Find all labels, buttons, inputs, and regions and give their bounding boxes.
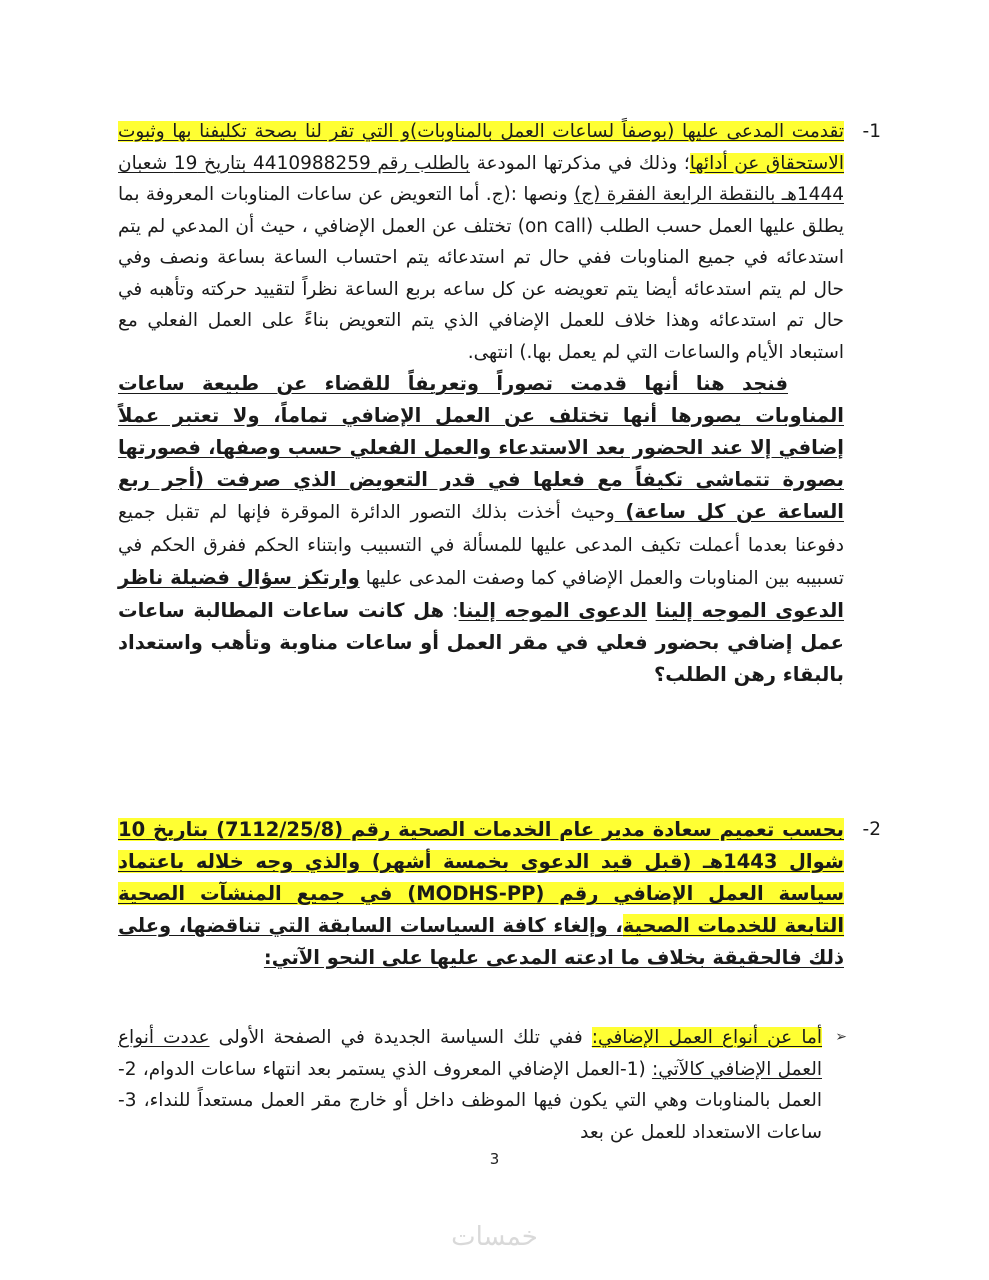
plain-text-1: ؛ وذلك في مذكرتها المودعة [469,152,690,174]
question-colon: : [444,599,459,622]
item-1 [118,116,844,691]
analysis-bold-underlined: فنجد هنا أنها قدمت تصوراً وتعريفاً للقضاء عن طبيعة ساعات المناوبات يصورها أنها تختلف عن العمل الإضافي تماماً، ولا تعتبر عملاً إضافي إلا عند الحضور بعد الاستدعاء والعمل الفعلي حسب وصفها، فصورتها بصورة تتماشى تكيفاً مع فعلها في قدر التعويض الذي صرفت (أجر ربع الساعة عن كل ساعة) [118,372,844,523]
watermark-logo: خمسات [451,1222,538,1252]
item-number-2: -2 [862,819,881,840]
item-1-analysis [118,368,844,691]
highlight-admission: تقدمت المدعى عليها (بوصفاً لساعات العمل بالمناوبات)و التي تقر لنا بصحة تكليفنا بها وثبوت الاستحقاق عن أدائها [118,121,844,174]
arrow-bullet-icon: ➢ [835,1029,847,1045]
item-2-paragraph [118,814,844,974]
item-number-1: -1 [862,121,881,142]
judge-question: هل كانت ساعات المطالبة ساعات عمل إضافي بحضور فعلي في مقر العمل أو ساعات مناوبة وتأهب واستعداد بالبقاء رهن الطلب؟ [118,599,844,686]
bullet-1-paragraph [118,1022,822,1148]
bullet-1 [118,1022,822,1148]
plain-text-2: وحيث أخذت بذلك التصور الدائرة الموقرة فإنها لم تقبل جميع دفوعنا بعدما أعملت تكيف المدعى عليها للمسألة في التسبيب وابتناء الحكم ففرق الحكم في تسبيبه بين المناوبات والعمل الإضافي كما وصفت المدعى عليها [118,502,844,589]
request-reference: بالطلب رقم 4410988259 بتاريخ 19 شعبان 1444هـ بالنقطة الرابعة الفقرة (ج) [118,152,844,205]
question-intro-2 [647,599,656,622]
quoted-memo: ونصها :(ج. أما التعويض عن ساعات المناوبات المعروفة بما يطلق عليها العمل حسب الطلب (on call) تختلف عن العمل الإضافي ، حيث أن المدعي لم يتم استدعائه في جميع المناوبات ففي حال تم استدعائه يتم احتساب الساعة بساعة ونصف وفي حال لم يتم استدعائه أيضا يتم تعويضه عن كل ساعه بربع الساعة نظراً لتقييد حركته وتأهبه في حال تم استدعائه وهذا خلاف للعمل الإضافي الذي يتم التعويض بناءً على العمل الفعلي مع استبعاد الأيام والساعات التي لم يعمل بها.) انتهى. [118,184,844,363]
overtime-types-label: أما عن أنواع العمل الإضافي: [591,1027,823,1048]
question-intro-tail: الدعوى الموجه إلينا [458,599,647,622]
page-number: 3 [489,1150,500,1168]
bullet-underlined: عددت أنواع العمل الإضافي كالآتي: [118,1027,822,1080]
question-intro: وارتكز سؤال فضيلة ناظر الدعوى الموجه إلينا [118,566,844,622]
circular-tail: ، وإلغاء كافة السياسات السابقة التي تناقضها، وعلى ذلك فالحقيقة بخلاف ما ادعته المدعى عليها على النحو الآتي: [118,914,844,969]
bullet-rest: (1-العمل الإضافي المعروف الذي يستمر بعد انتهاء ساعات الدوام، 2-العمل بالمناوبات وهي التي يكون فيها الموظف داخل أو خارج مقر العمل مستعداً للنداء، 3-ساعات الاستعداد للعمل عن بعد [118,1058,822,1143]
bullet-plain: ففي تلك السياسة الجديدة في الصفحة الأولى [209,1027,592,1048]
circular-highlight: بحسب تعميم سعادة مدير عام الخدمات الصحية رقم (7112/25/8) بتاريخ 10 شوال 1443هـ (قبل قيد الدعوى بخمسة أشهر) والذي وجه خلاله باعتماد سياسة العمل الإضافي رقم (MODHS-PP) في جميع المنشآت الصحية التابعة للخدمات الصحية [118,818,845,937]
item-1-paragraph [118,116,844,368]
item-2 [118,814,844,974]
